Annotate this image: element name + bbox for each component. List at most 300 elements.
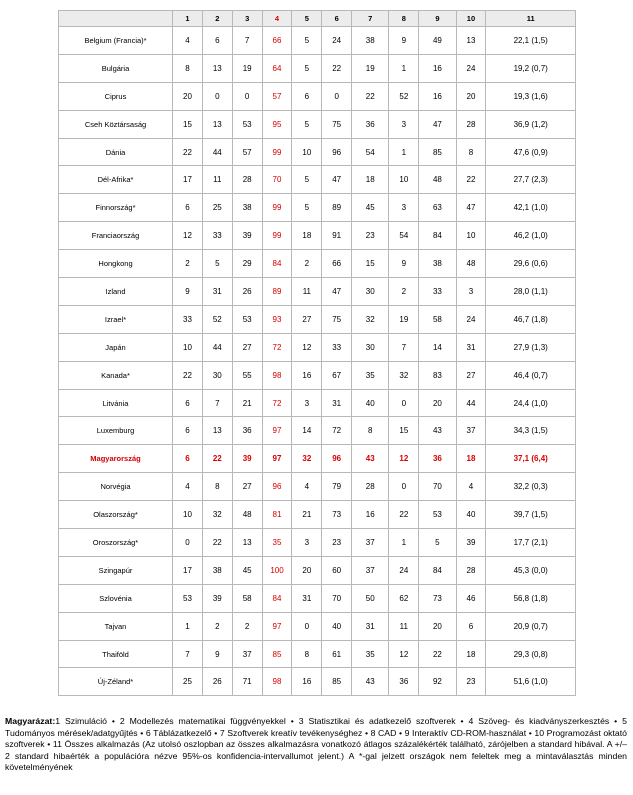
header-col-11: 11	[486, 11, 576, 27]
country-cell: Oroszország*	[59, 529, 173, 557]
table-body	[59, 27, 576, 696]
value-cell-col-2: 13	[202, 110, 232, 138]
value-cell-col-2: 13	[202, 417, 232, 445]
country-cell: Kanada*	[59, 361, 173, 389]
table-row	[59, 138, 576, 166]
value-cell-col-8: 2	[389, 278, 419, 306]
value-cell-col-5: 5	[292, 27, 322, 55]
value-cell-col-5: 6	[292, 82, 322, 110]
value-cell-col-1: 6	[173, 417, 203, 445]
value-cell-col-3: 19	[232, 54, 262, 82]
header-col-8: 8	[389, 11, 419, 27]
value-cell-col-1: 22	[173, 361, 203, 389]
value-cell-col-9: 73	[419, 584, 456, 612]
value-cell-col-8: 24	[389, 556, 419, 584]
header-col-4: 4	[262, 11, 292, 27]
value-cell-col-4: 72	[262, 389, 292, 417]
legend-text: 1 Szimuláció • 2 Modellezés matematikai függvényekkel • 3 Statisztikai és adatkezelő szoftverek • 4 Szöveg- és kiadványszerkesztés • 5 Tudományos mérések/adatgyűjtés • 6 Táblázatkezelő • 7 Szoftverek kreatív tevékenységhez • 8 CAD • 9 Interaktív CD-ROM-használat • 10 Programozást oktató szoftverek • 11 Összes alkalmazás (Az utolsó oszlopban az összes alkalmazásra vonatkozó átlagos százalékérték található, zárójelben a standard hibával. A +/– 2 standard hibaérték a populációra nézve 95%-os konfidencia-intervallumot jelent.) A *-gal jelzett országok nem feleltek meg a mintaválasztás minden követelményének	[5, 716, 627, 773]
value-cell-col-6: 40	[322, 612, 352, 640]
value-cell-col-4: 70	[262, 166, 292, 194]
value-cell-col-7: 50	[352, 584, 389, 612]
table-row	[59, 305, 576, 333]
value-cell-col-9: 22	[419, 640, 456, 668]
value-cell-col-7: 28	[352, 473, 389, 501]
value-cell-col-6: 0	[322, 82, 352, 110]
value-cell-col-9: 49	[419, 27, 456, 55]
value-cell-col-4: 85	[262, 640, 292, 668]
value-cell-col-5: 31	[292, 584, 322, 612]
country-cell: Franciaország	[59, 222, 173, 250]
value-cell-col-7: 31	[352, 612, 389, 640]
value-cell-col-10: 24	[456, 305, 486, 333]
value-cell-col-3: 13	[232, 529, 262, 557]
value-cell-col-4: 97	[262, 612, 292, 640]
value-cell-col-5: 11	[292, 278, 322, 306]
value-cell-col-8: 52	[389, 82, 419, 110]
country-cell: Izland	[59, 278, 173, 306]
value-cell-col-7: 8	[352, 417, 389, 445]
country-cell: Finnország*	[59, 194, 173, 222]
value-cell-col-7: 36	[352, 110, 389, 138]
value-cell-col-8: 1	[389, 138, 419, 166]
value-cell-col-4: 99	[262, 222, 292, 250]
value-cell-col-1: 4	[173, 473, 203, 501]
value-cell-col-2: 22	[202, 529, 232, 557]
value-cell-col-5: 16	[292, 668, 322, 696]
value-cell-col-7: 16	[352, 501, 389, 529]
country-cell: Olaszország*	[59, 501, 173, 529]
value-cell-col-5: 8	[292, 640, 322, 668]
value-cell-col-2: 44	[202, 138, 232, 166]
value-cell-col-1: 17	[173, 166, 203, 194]
value-cell-col-6: 85	[322, 668, 352, 696]
value-cell-col-1: 4	[173, 27, 203, 55]
value-cell-col-1: 6	[173, 389, 203, 417]
table-row	[59, 82, 576, 110]
value-cell-col-8: 32	[389, 361, 419, 389]
value-cell-col-7: 23	[352, 222, 389, 250]
value-cell-col-10: 20	[456, 82, 486, 110]
value-cell-col-5: 32	[292, 445, 322, 473]
value-cell-col-3: 39	[232, 222, 262, 250]
value-cell-col-3: 71	[232, 668, 262, 696]
value-cell-col-7: 37	[352, 529, 389, 557]
table-row	[59, 473, 576, 501]
value-cell-col-6: 61	[322, 640, 352, 668]
value-cell-col-11: 45,3 (0,0)	[486, 556, 576, 584]
value-cell-col-11: 22,1 (1,5)	[486, 27, 576, 55]
value-cell-col-7: 43	[352, 668, 389, 696]
value-cell-col-3: 45	[232, 556, 262, 584]
value-cell-col-5: 18	[292, 222, 322, 250]
value-cell-col-9: 20	[419, 389, 456, 417]
value-cell-col-2: 2	[202, 612, 232, 640]
value-cell-col-7: 18	[352, 166, 389, 194]
country-cell: Szlovénia	[59, 584, 173, 612]
value-cell-col-1: 6	[173, 445, 203, 473]
value-cell-col-2: 8	[202, 473, 232, 501]
value-cell-col-4: 97	[262, 417, 292, 445]
value-cell-col-2: 6	[202, 27, 232, 55]
value-cell-col-10: 3	[456, 278, 486, 306]
value-cell-col-11: 46,2 (1,0)	[486, 222, 576, 250]
value-cell-col-4: 98	[262, 668, 292, 696]
country-cell: Szingapúr	[59, 556, 173, 584]
country-cell: Dánia	[59, 138, 173, 166]
value-cell-col-8: 62	[389, 584, 419, 612]
value-cell-col-11: 24,4 (1,0)	[486, 389, 576, 417]
value-cell-col-2: 22	[202, 445, 232, 473]
value-cell-col-10: 8	[456, 138, 486, 166]
value-cell-col-11: 29,3 (0,8)	[486, 640, 576, 668]
value-cell-col-1: 0	[173, 529, 203, 557]
value-cell-col-3: 28	[232, 166, 262, 194]
value-cell-col-8: 9	[389, 250, 419, 278]
value-cell-col-5: 14	[292, 417, 322, 445]
value-cell-col-5: 0	[292, 612, 322, 640]
header-col-7: 7	[352, 11, 389, 27]
value-cell-col-4: 93	[262, 305, 292, 333]
value-cell-col-9: 43	[419, 417, 456, 445]
value-cell-col-1: 7	[173, 640, 203, 668]
value-cell-col-4: 72	[262, 333, 292, 361]
country-cell: Belgium (Francia)*	[59, 27, 173, 55]
header-col-1: 1	[173, 11, 203, 27]
value-cell-col-2: 11	[202, 166, 232, 194]
value-cell-col-9: 38	[419, 250, 456, 278]
value-cell-col-10: 39	[456, 529, 486, 557]
value-cell-col-1: 9	[173, 278, 203, 306]
value-cell-col-2: 31	[202, 278, 232, 306]
value-cell-col-2: 5	[202, 250, 232, 278]
value-cell-col-6: 96	[322, 445, 352, 473]
value-cell-col-2: 39	[202, 584, 232, 612]
table-row	[59, 278, 576, 306]
country-cell: Hongkong	[59, 250, 173, 278]
value-cell-col-8: 10	[389, 166, 419, 194]
table-row	[59, 529, 576, 557]
value-cell-col-3: 7	[232, 27, 262, 55]
value-cell-col-11: 34,3 (1,5)	[486, 417, 576, 445]
value-cell-col-10: 4	[456, 473, 486, 501]
table-row	[59, 612, 576, 640]
country-cell: Magyarország	[59, 445, 173, 473]
value-cell-col-8: 1	[389, 54, 419, 82]
value-cell-col-3: 48	[232, 501, 262, 529]
table-row	[59, 668, 576, 696]
value-cell-col-9: 58	[419, 305, 456, 333]
value-cell-col-6: 33	[322, 333, 352, 361]
value-cell-col-10: 46	[456, 584, 486, 612]
value-cell-col-10: 23	[456, 668, 486, 696]
header-col-5: 5	[292, 11, 322, 27]
value-cell-col-11: 28,0 (1,1)	[486, 278, 576, 306]
country-cell: Dél-Afrika*	[59, 166, 173, 194]
value-cell-col-1: 10	[173, 333, 203, 361]
value-cell-col-1: 6	[173, 194, 203, 222]
value-cell-col-10: 31	[456, 333, 486, 361]
value-cell-col-3: 26	[232, 278, 262, 306]
table-row	[59, 110, 576, 138]
value-cell-col-10: 6	[456, 612, 486, 640]
value-cell-col-2: 32	[202, 501, 232, 529]
value-cell-col-11: 29,6 (0,6)	[486, 250, 576, 278]
value-cell-col-7: 37	[352, 556, 389, 584]
header-col-3: 3	[232, 11, 262, 27]
country-cell: Luxemburg	[59, 417, 173, 445]
value-cell-col-8: 1	[389, 529, 419, 557]
value-cell-col-6: 79	[322, 473, 352, 501]
value-cell-col-3: 2	[232, 612, 262, 640]
value-cell-col-9: 14	[419, 333, 456, 361]
table-row	[59, 389, 576, 417]
value-cell-col-7: 45	[352, 194, 389, 222]
value-cell-col-7: 15	[352, 250, 389, 278]
value-cell-col-5: 16	[292, 361, 322, 389]
value-cell-col-1: 17	[173, 556, 203, 584]
value-cell-col-6: 67	[322, 361, 352, 389]
value-cell-col-9: 84	[419, 222, 456, 250]
value-cell-col-7: 35	[352, 640, 389, 668]
value-cell-col-4: 98	[262, 361, 292, 389]
value-cell-col-1: 20	[173, 82, 203, 110]
value-cell-col-9: 48	[419, 166, 456, 194]
value-cell-col-3: 38	[232, 194, 262, 222]
table-row	[59, 501, 576, 529]
value-cell-col-4: 95	[262, 110, 292, 138]
value-cell-col-4: 99	[262, 194, 292, 222]
value-cell-col-11: 17,7 (2,1)	[486, 529, 576, 557]
value-cell-col-3: 53	[232, 110, 262, 138]
value-cell-col-6: 75	[322, 110, 352, 138]
country-cell: Norvégia	[59, 473, 173, 501]
value-cell-col-9: 36	[419, 445, 456, 473]
country-cell: Litvánia	[59, 389, 173, 417]
value-cell-col-6: 24	[322, 27, 352, 55]
value-cell-col-9: 83	[419, 361, 456, 389]
value-cell-col-3: 58	[232, 584, 262, 612]
value-cell-col-8: 3	[389, 110, 419, 138]
value-cell-col-1: 53	[173, 584, 203, 612]
value-cell-col-2: 26	[202, 668, 232, 696]
value-cell-col-3: 57	[232, 138, 262, 166]
value-cell-col-11: 19,2 (0,7)	[486, 54, 576, 82]
value-cell-col-1: 22	[173, 138, 203, 166]
value-cell-col-5: 5	[292, 110, 322, 138]
value-cell-col-7: 35	[352, 361, 389, 389]
value-cell-col-4: 84	[262, 584, 292, 612]
value-cell-col-10: 18	[456, 640, 486, 668]
value-cell-col-11: 27,9 (1,3)	[486, 333, 576, 361]
value-cell-col-5: 2	[292, 250, 322, 278]
value-cell-col-2: 38	[202, 556, 232, 584]
value-cell-col-4: 57	[262, 82, 292, 110]
value-cell-col-6: 73	[322, 501, 352, 529]
value-cell-col-9: 16	[419, 54, 456, 82]
country-cell: Bulgária	[59, 54, 173, 82]
value-cell-col-6: 75	[322, 305, 352, 333]
header-col-2: 2	[202, 11, 232, 27]
value-cell-col-8: 0	[389, 473, 419, 501]
legend	[5, 716, 627, 774]
value-cell-col-7: 30	[352, 278, 389, 306]
value-cell-col-11: 56,8 (1,8)	[486, 584, 576, 612]
value-cell-col-10: 10	[456, 222, 486, 250]
value-cell-col-8: 22	[389, 501, 419, 529]
value-cell-col-6: 47	[322, 278, 352, 306]
value-cell-col-4: 96	[262, 473, 292, 501]
value-cell-col-8: 7	[389, 333, 419, 361]
value-cell-col-1: 12	[173, 222, 203, 250]
value-cell-col-1: 15	[173, 110, 203, 138]
value-cell-col-5: 3	[292, 529, 322, 557]
value-cell-col-6: 60	[322, 556, 352, 584]
value-cell-col-1: 33	[173, 305, 203, 333]
country-cell: Japán	[59, 333, 173, 361]
value-cell-col-7: 22	[352, 82, 389, 110]
value-cell-col-10: 18	[456, 445, 486, 473]
value-cell-col-11: 27,7 (2,3)	[486, 166, 576, 194]
value-cell-col-9: 33	[419, 278, 456, 306]
value-cell-col-2: 9	[202, 640, 232, 668]
value-cell-col-10: 22	[456, 166, 486, 194]
country-cell: Ciprus	[59, 82, 173, 110]
value-cell-col-1: 2	[173, 250, 203, 278]
country-cell: Thaiföld	[59, 640, 173, 668]
header-col-9: 9	[419, 11, 456, 27]
value-cell-col-7: 54	[352, 138, 389, 166]
value-cell-col-3: 21	[232, 389, 262, 417]
value-cell-col-2: 7	[202, 389, 232, 417]
value-cell-col-3: 55	[232, 361, 262, 389]
value-cell-col-4: 97	[262, 445, 292, 473]
value-cell-col-8: 0	[389, 389, 419, 417]
table-row	[59, 222, 576, 250]
value-cell-col-8: 36	[389, 668, 419, 696]
value-cell-col-1: 25	[173, 668, 203, 696]
value-cell-col-4: 99	[262, 138, 292, 166]
value-cell-col-7: 43	[352, 445, 389, 473]
value-cell-col-3: 27	[232, 333, 262, 361]
value-cell-col-9: 63	[419, 194, 456, 222]
value-cell-col-3: 36	[232, 417, 262, 445]
value-cell-col-2: 44	[202, 333, 232, 361]
value-cell-col-4: 84	[262, 250, 292, 278]
value-cell-col-11: 39,7 (1,5)	[486, 501, 576, 529]
value-cell-col-4: 81	[262, 501, 292, 529]
value-cell-col-11: 20,9 (0,7)	[486, 612, 576, 640]
table-row	[59, 27, 576, 55]
value-cell-col-9: 5	[419, 529, 456, 557]
value-cell-col-8: 19	[389, 305, 419, 333]
value-cell-col-6: 70	[322, 584, 352, 612]
header-col-10: 10	[456, 11, 486, 27]
table-row	[59, 361, 576, 389]
table-row	[59, 417, 576, 445]
value-cell-col-5: 3	[292, 389, 322, 417]
value-cell-col-10: 47	[456, 194, 486, 222]
value-cell-col-6: 23	[322, 529, 352, 557]
table-row	[59, 166, 576, 194]
value-cell-col-1: 1	[173, 612, 203, 640]
value-cell-col-9: 47	[419, 110, 456, 138]
value-cell-col-3: 29	[232, 250, 262, 278]
value-cell-col-2: 33	[202, 222, 232, 250]
value-cell-col-8: 9	[389, 27, 419, 55]
table-row	[59, 250, 576, 278]
value-cell-col-6: 31	[322, 389, 352, 417]
table-row	[59, 584, 576, 612]
value-cell-col-8: 15	[389, 417, 419, 445]
value-cell-col-6: 72	[322, 417, 352, 445]
value-cell-col-3: 27	[232, 473, 262, 501]
value-cell-col-8: 54	[389, 222, 419, 250]
value-cell-col-1: 8	[173, 54, 203, 82]
value-cell-col-2: 30	[202, 361, 232, 389]
value-cell-col-10: 28	[456, 556, 486, 584]
value-cell-col-5: 5	[292, 194, 322, 222]
value-cell-col-8: 12	[389, 640, 419, 668]
value-cell-col-8: 11	[389, 612, 419, 640]
value-cell-col-10: 13	[456, 27, 486, 55]
table-row	[59, 640, 576, 668]
value-cell-col-5: 4	[292, 473, 322, 501]
value-cell-col-9: 53	[419, 501, 456, 529]
table-row	[59, 445, 576, 473]
value-cell-col-11: 36,9 (1,2)	[486, 110, 576, 138]
value-cell-col-9: 70	[419, 473, 456, 501]
value-cell-col-4: 64	[262, 54, 292, 82]
value-cell-col-5: 5	[292, 54, 322, 82]
value-cell-col-5: 12	[292, 333, 322, 361]
value-cell-col-2: 25	[202, 194, 232, 222]
value-cell-col-5: 5	[292, 166, 322, 194]
value-cell-col-6: 91	[322, 222, 352, 250]
data-table-container	[58, 10, 576, 696]
table-row	[59, 556, 576, 584]
value-cell-col-7: 32	[352, 305, 389, 333]
value-cell-col-7: 40	[352, 389, 389, 417]
value-cell-col-9: 92	[419, 668, 456, 696]
country-cell: Új-Zéland*	[59, 668, 173, 696]
value-cell-col-8: 3	[389, 194, 419, 222]
value-cell-col-4: 100	[262, 556, 292, 584]
value-cell-col-11: 46,7 (1,8)	[486, 305, 576, 333]
value-cell-col-10: 37	[456, 417, 486, 445]
value-cell-col-10: 28	[456, 110, 486, 138]
value-cell-col-5: 27	[292, 305, 322, 333]
value-cell-col-10: 40	[456, 501, 486, 529]
table-row	[59, 194, 576, 222]
value-cell-col-4: 35	[262, 529, 292, 557]
value-cell-col-9: 85	[419, 138, 456, 166]
value-cell-col-11: 19,3 (1,6)	[486, 82, 576, 110]
table-row	[59, 54, 576, 82]
value-cell-col-10: 24	[456, 54, 486, 82]
value-cell-col-11: 32,2 (0,3)	[486, 473, 576, 501]
value-cell-col-7: 19	[352, 54, 389, 82]
value-cell-col-3: 53	[232, 305, 262, 333]
software-usage-table	[58, 10, 576, 696]
value-cell-col-2: 52	[202, 305, 232, 333]
value-cell-col-9: 16	[419, 82, 456, 110]
table-row	[59, 333, 576, 361]
value-cell-col-10: 48	[456, 250, 486, 278]
value-cell-col-11: 37,1 (6,4)	[486, 445, 576, 473]
header-country	[59, 11, 173, 27]
value-cell-col-6: 47	[322, 166, 352, 194]
country-cell: Izrael*	[59, 305, 173, 333]
